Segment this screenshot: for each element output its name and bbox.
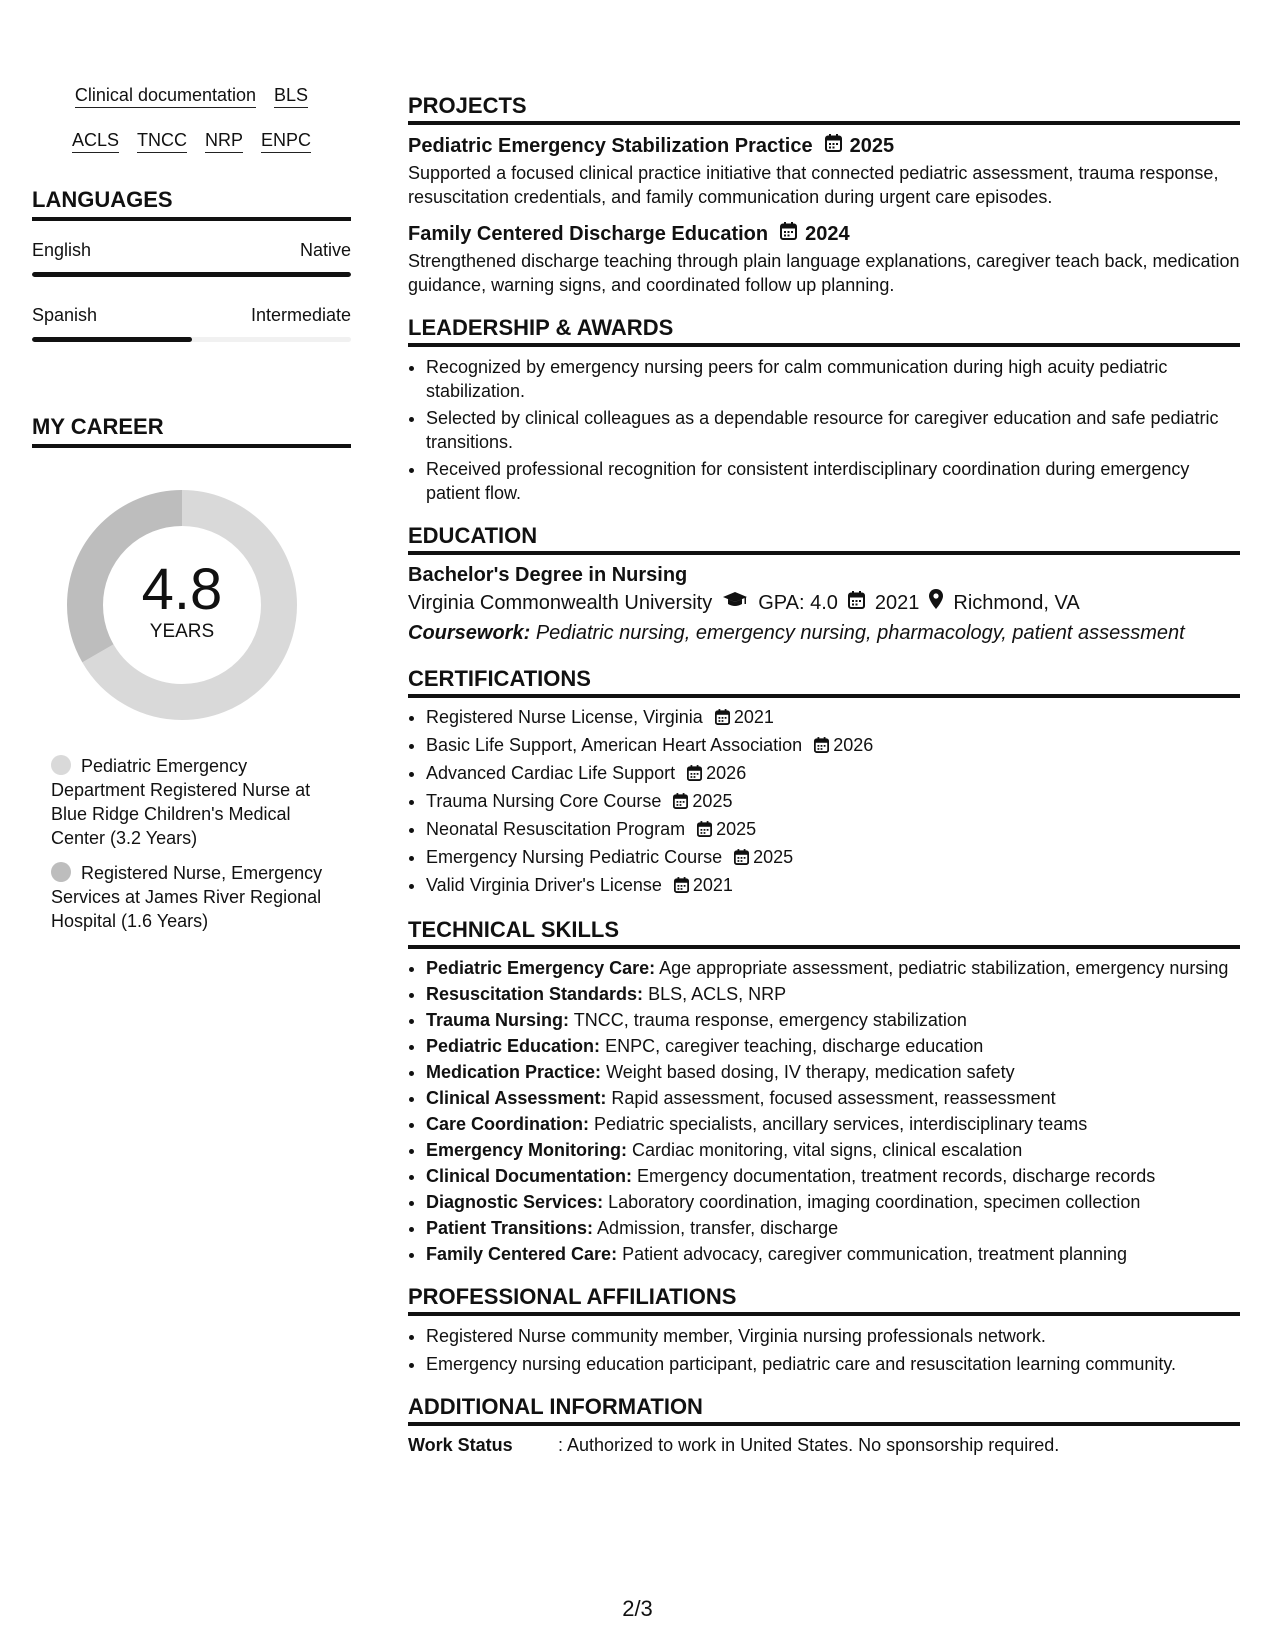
skill-tag: ENPC bbox=[261, 129, 311, 153]
location-pin-icon bbox=[929, 588, 943, 618]
calendar-icon bbox=[687, 764, 702, 787]
project-year: 2025 bbox=[849, 135, 895, 157]
language-level: Native bbox=[299, 240, 351, 260]
technical-skill-item bbox=[426, 1087, 1240, 1110]
skill-text: Rapid assessment, focused assessment, reassessment bbox=[611, 1088, 1056, 1108]
education-section bbox=[408, 522, 1240, 648]
calendar-icon bbox=[715, 708, 730, 731]
certification-name: Basic Life Support, American Heart Association bbox=[426, 735, 803, 755]
career-item-text: Registered Nurse, Emergency Services at James River Regional Hospital (1.6 Years) bbox=[51, 863, 323, 931]
career-unit: YEARS bbox=[149, 621, 215, 642]
affiliation-item: • Registered Nurse community member, Virginia nursing professionals network. bbox=[426, 1324, 1240, 1348]
projects-section bbox=[408, 92, 1240, 297]
career-item-text: Pediatric Emergency Department Registered Nurse at Blue Ridge Children's Medical Center (3.2 Years) bbox=[51, 756, 311, 848]
skill-text: ENPC, caregiver teaching, discharge education bbox=[605, 1036, 984, 1056]
work-status-key: Work Status bbox=[408, 1435, 513, 1455]
technical-skills-heading: TECHNICAL SKILLS bbox=[408, 916, 1240, 949]
coursework-label: Coursework: bbox=[408, 622, 531, 644]
skill-tag: ACLS bbox=[72, 129, 119, 153]
technical-skill-item bbox=[426, 1165, 1240, 1188]
coursework-text: Pediatric nursing, emergency nursing, pharmacology, patient assessment bbox=[535, 622, 1185, 644]
skill-label: Care Coordination: bbox=[426, 1114, 590, 1134]
skill-label: Clinical Assessment: bbox=[426, 1088, 607, 1108]
technical-skills-section bbox=[408, 916, 1240, 1266]
projects-heading: PROJECTS bbox=[408, 92, 1240, 125]
skill-label: Patient Transitions: bbox=[426, 1218, 594, 1238]
calendar-icon bbox=[780, 221, 797, 247]
language-level: Intermediate bbox=[250, 305, 351, 325]
skill-label: Diagnostic Services: bbox=[426, 1192, 604, 1212]
skill-tags-row-1 bbox=[32, 84, 351, 108]
award-item: • Selected by clinical colleagues as a dependable resource for caregiver education and safe pediatric transitions. bbox=[426, 406, 1240, 454]
award-item: • Received professional recognition for consistent interdisciplinary coordination during emergency patient flow. bbox=[426, 457, 1240, 505]
skill-label: Medication Practice: bbox=[426, 1062, 602, 1082]
skill-text: Age appropriate assessment, pediatric stabilization, emergency nursing bbox=[659, 958, 1229, 978]
certification-name: Registered Nurse License, Virginia bbox=[426, 707, 703, 727]
additional-info-heading: ADDITIONAL INFORMATION bbox=[408, 1393, 1240, 1426]
leadership-section bbox=[408, 314, 1240, 505]
education-location: Richmond, VA bbox=[953, 592, 1080, 614]
additional-info-section bbox=[408, 1393, 1240, 1457]
certification-name: Neonatal Resuscitation Program bbox=[426, 819, 686, 839]
technical-skill-item bbox=[426, 957, 1240, 980]
career-item bbox=[51, 861, 326, 933]
certification-item bbox=[426, 790, 1240, 815]
technical-skill-item bbox=[426, 1035, 1240, 1058]
certification-item bbox=[426, 734, 1240, 759]
language-bar-fill bbox=[32, 337, 192, 342]
skill-tag: BLS bbox=[274, 84, 308, 108]
legend-dot bbox=[51, 755, 71, 775]
career-item bbox=[51, 754, 326, 850]
project-year: 2024 bbox=[805, 223, 850, 245]
certification-year: 2021 bbox=[733, 707, 774, 727]
award-item: • Recognized by emergency nursing peers for calm communication during high acuity pediatric stabilization. bbox=[426, 355, 1240, 403]
page-number: 2/3 bbox=[622, 1596, 653, 1621]
legend-dot bbox=[51, 862, 71, 882]
education-gpa: GPA: 4.0 bbox=[758, 592, 838, 614]
certification-item bbox=[426, 762, 1240, 787]
languages-section bbox=[32, 185, 351, 342]
affiliations-heading: PROFESSIONAL AFFILIATIONS bbox=[408, 1283, 1240, 1316]
career-section bbox=[32, 412, 351, 933]
technical-skill-item bbox=[426, 1191, 1240, 1214]
education-details bbox=[408, 588, 1240, 618]
skill-label: Family Centered Care: bbox=[426, 1244, 618, 1264]
certification-item bbox=[426, 818, 1240, 843]
certifications-list bbox=[408, 706, 1240, 899]
skill-label: Pediatric Education: bbox=[426, 1036, 601, 1056]
graduation-cap-icon bbox=[722, 588, 748, 618]
education-degree: Bachelor's Degree in Nursing bbox=[408, 564, 688, 586]
project-title: Pediatric Emergency Stabilization Practice bbox=[408, 135, 813, 157]
skill-label: Emergency Monitoring: bbox=[426, 1140, 628, 1160]
technical-skill-item bbox=[426, 1113, 1240, 1136]
calendar-icon bbox=[697, 820, 712, 843]
skill-label: Resuscitation Standards: bbox=[426, 984, 644, 1004]
calendar-icon bbox=[814, 736, 829, 759]
skill-text: BLS, ACLS, NRP bbox=[648, 984, 787, 1004]
language-name: Spanish bbox=[32, 305, 98, 325]
certifications-heading: CERTIFICATIONS bbox=[408, 665, 1240, 698]
certification-name: Trauma Nursing Core Course bbox=[426, 791, 662, 811]
certification-name: Advanced Cardiac Life Support bbox=[426, 763, 676, 783]
language-name: English bbox=[32, 240, 92, 260]
certification-item bbox=[426, 706, 1240, 731]
skill-label: Trauma Nursing: bbox=[426, 1010, 570, 1030]
calendar-icon bbox=[674, 876, 689, 899]
skill-tag: Clinical documentation bbox=[75, 84, 256, 108]
project-description: Strengthened discharge teaching through plain language explanations, caregiver teach back, medication guidance, warning signs, and coordinated follow up planning. bbox=[408, 251, 1240, 295]
certification-year: 2025 bbox=[692, 791, 733, 811]
certification-year: 2026 bbox=[706, 763, 747, 783]
language-bar bbox=[32, 337, 351, 342]
certification-year: 2025 bbox=[716, 819, 757, 839]
education-coursework bbox=[408, 618, 1240, 648]
calendar-icon bbox=[848, 588, 865, 618]
technical-skill-item bbox=[426, 1217, 1240, 1240]
skill-text: Laboratory coordination, imaging coordination, specimen collection bbox=[608, 1192, 1141, 1212]
right-column bbox=[408, 92, 1240, 1474]
certification-item bbox=[426, 874, 1240, 899]
skill-tag: TNCC bbox=[137, 129, 187, 153]
calendar-icon bbox=[734, 848, 749, 871]
certification-name: Emergency Nursing Pediatric Course bbox=[426, 847, 723, 867]
skill-text: Weight based dosing, IV therapy, medication safety bbox=[606, 1062, 1015, 1082]
leadership-heading: LEADERSHIP & AWARDS bbox=[408, 314, 1240, 347]
language-bar bbox=[32, 272, 351, 277]
skill-text: Admission, transfer, discharge bbox=[597, 1218, 839, 1238]
calendar-icon bbox=[673, 792, 688, 815]
language-item bbox=[32, 304, 351, 342]
project-item bbox=[408, 221, 1240, 297]
certification-year: 2021 bbox=[692, 875, 733, 895]
skill-text: Cardiac monitoring, vital signs, clinical escalation bbox=[632, 1140, 1023, 1160]
certification-year: 2025 bbox=[753, 847, 794, 867]
education-heading: EDUCATION bbox=[408, 522, 1240, 555]
skill-text: Patient advocacy, caregiver communication, treatment planning bbox=[622, 1244, 1128, 1264]
skill-text: Emergency documentation, treatment records, discharge records bbox=[637, 1166, 1156, 1186]
skill-tag: NRP bbox=[205, 129, 243, 153]
certification-year: 2026 bbox=[833, 735, 874, 755]
skill-text: TNCC, trauma response, emergency stabilization bbox=[573, 1010, 967, 1030]
affiliation-item: • Emergency nursing education participant, pediatric care and resuscitation learning community. bbox=[426, 1352, 1240, 1376]
skill-tags-row-2 bbox=[32, 129, 351, 153]
technical-skill-item bbox=[426, 1009, 1240, 1032]
education-year: 2021 bbox=[874, 592, 920, 614]
skill-label: Pediatric Emergency Care: bbox=[426, 958, 656, 978]
career-legend bbox=[51, 754, 326, 933]
technical-skill-item bbox=[426, 1139, 1240, 1162]
project-item bbox=[408, 133, 1240, 209]
education-school: Virginia Commonwealth University bbox=[408, 592, 713, 614]
calendar-icon bbox=[825, 133, 842, 159]
project-title: Family Centered Discharge Education bbox=[408, 223, 769, 245]
technical-skills-list bbox=[408, 957, 1240, 1266]
skill-text: Pediatric specialists, ancillary services, interdisciplinary teams bbox=[594, 1114, 1088, 1134]
technical-skill-item bbox=[426, 1243, 1240, 1266]
affiliations-section bbox=[408, 1283, 1240, 1376]
languages-heading: LANGUAGES bbox=[32, 185, 351, 221]
technical-skill-item bbox=[426, 983, 1240, 1006]
language-bar-fill bbox=[32, 272, 351, 277]
left-column bbox=[32, 84, 351, 944]
work-status-row bbox=[408, 1433, 1240, 1457]
skill-label: Clinical Documentation: bbox=[426, 1166, 633, 1186]
certification-item bbox=[426, 846, 1240, 871]
career-heading: MY CAREER bbox=[32, 412, 351, 448]
language-item bbox=[32, 239, 351, 277]
project-description: Supported a focused clinical practice initiative that connected pediatric assessment, trauma response, resuscitation credentials, and family communication during urgent care episodes. bbox=[408, 163, 1219, 207]
career-donut bbox=[67, 490, 297, 720]
work-status-value: : Authorized to work in United States. No sponsorship required. bbox=[558, 1435, 1060, 1455]
career-total-years: 4.8 bbox=[141, 557, 223, 622]
certifications-section bbox=[408, 665, 1240, 899]
technical-skill-item bbox=[426, 1061, 1240, 1084]
certification-name: Valid Virginia Driver's License bbox=[426, 875, 662, 895]
